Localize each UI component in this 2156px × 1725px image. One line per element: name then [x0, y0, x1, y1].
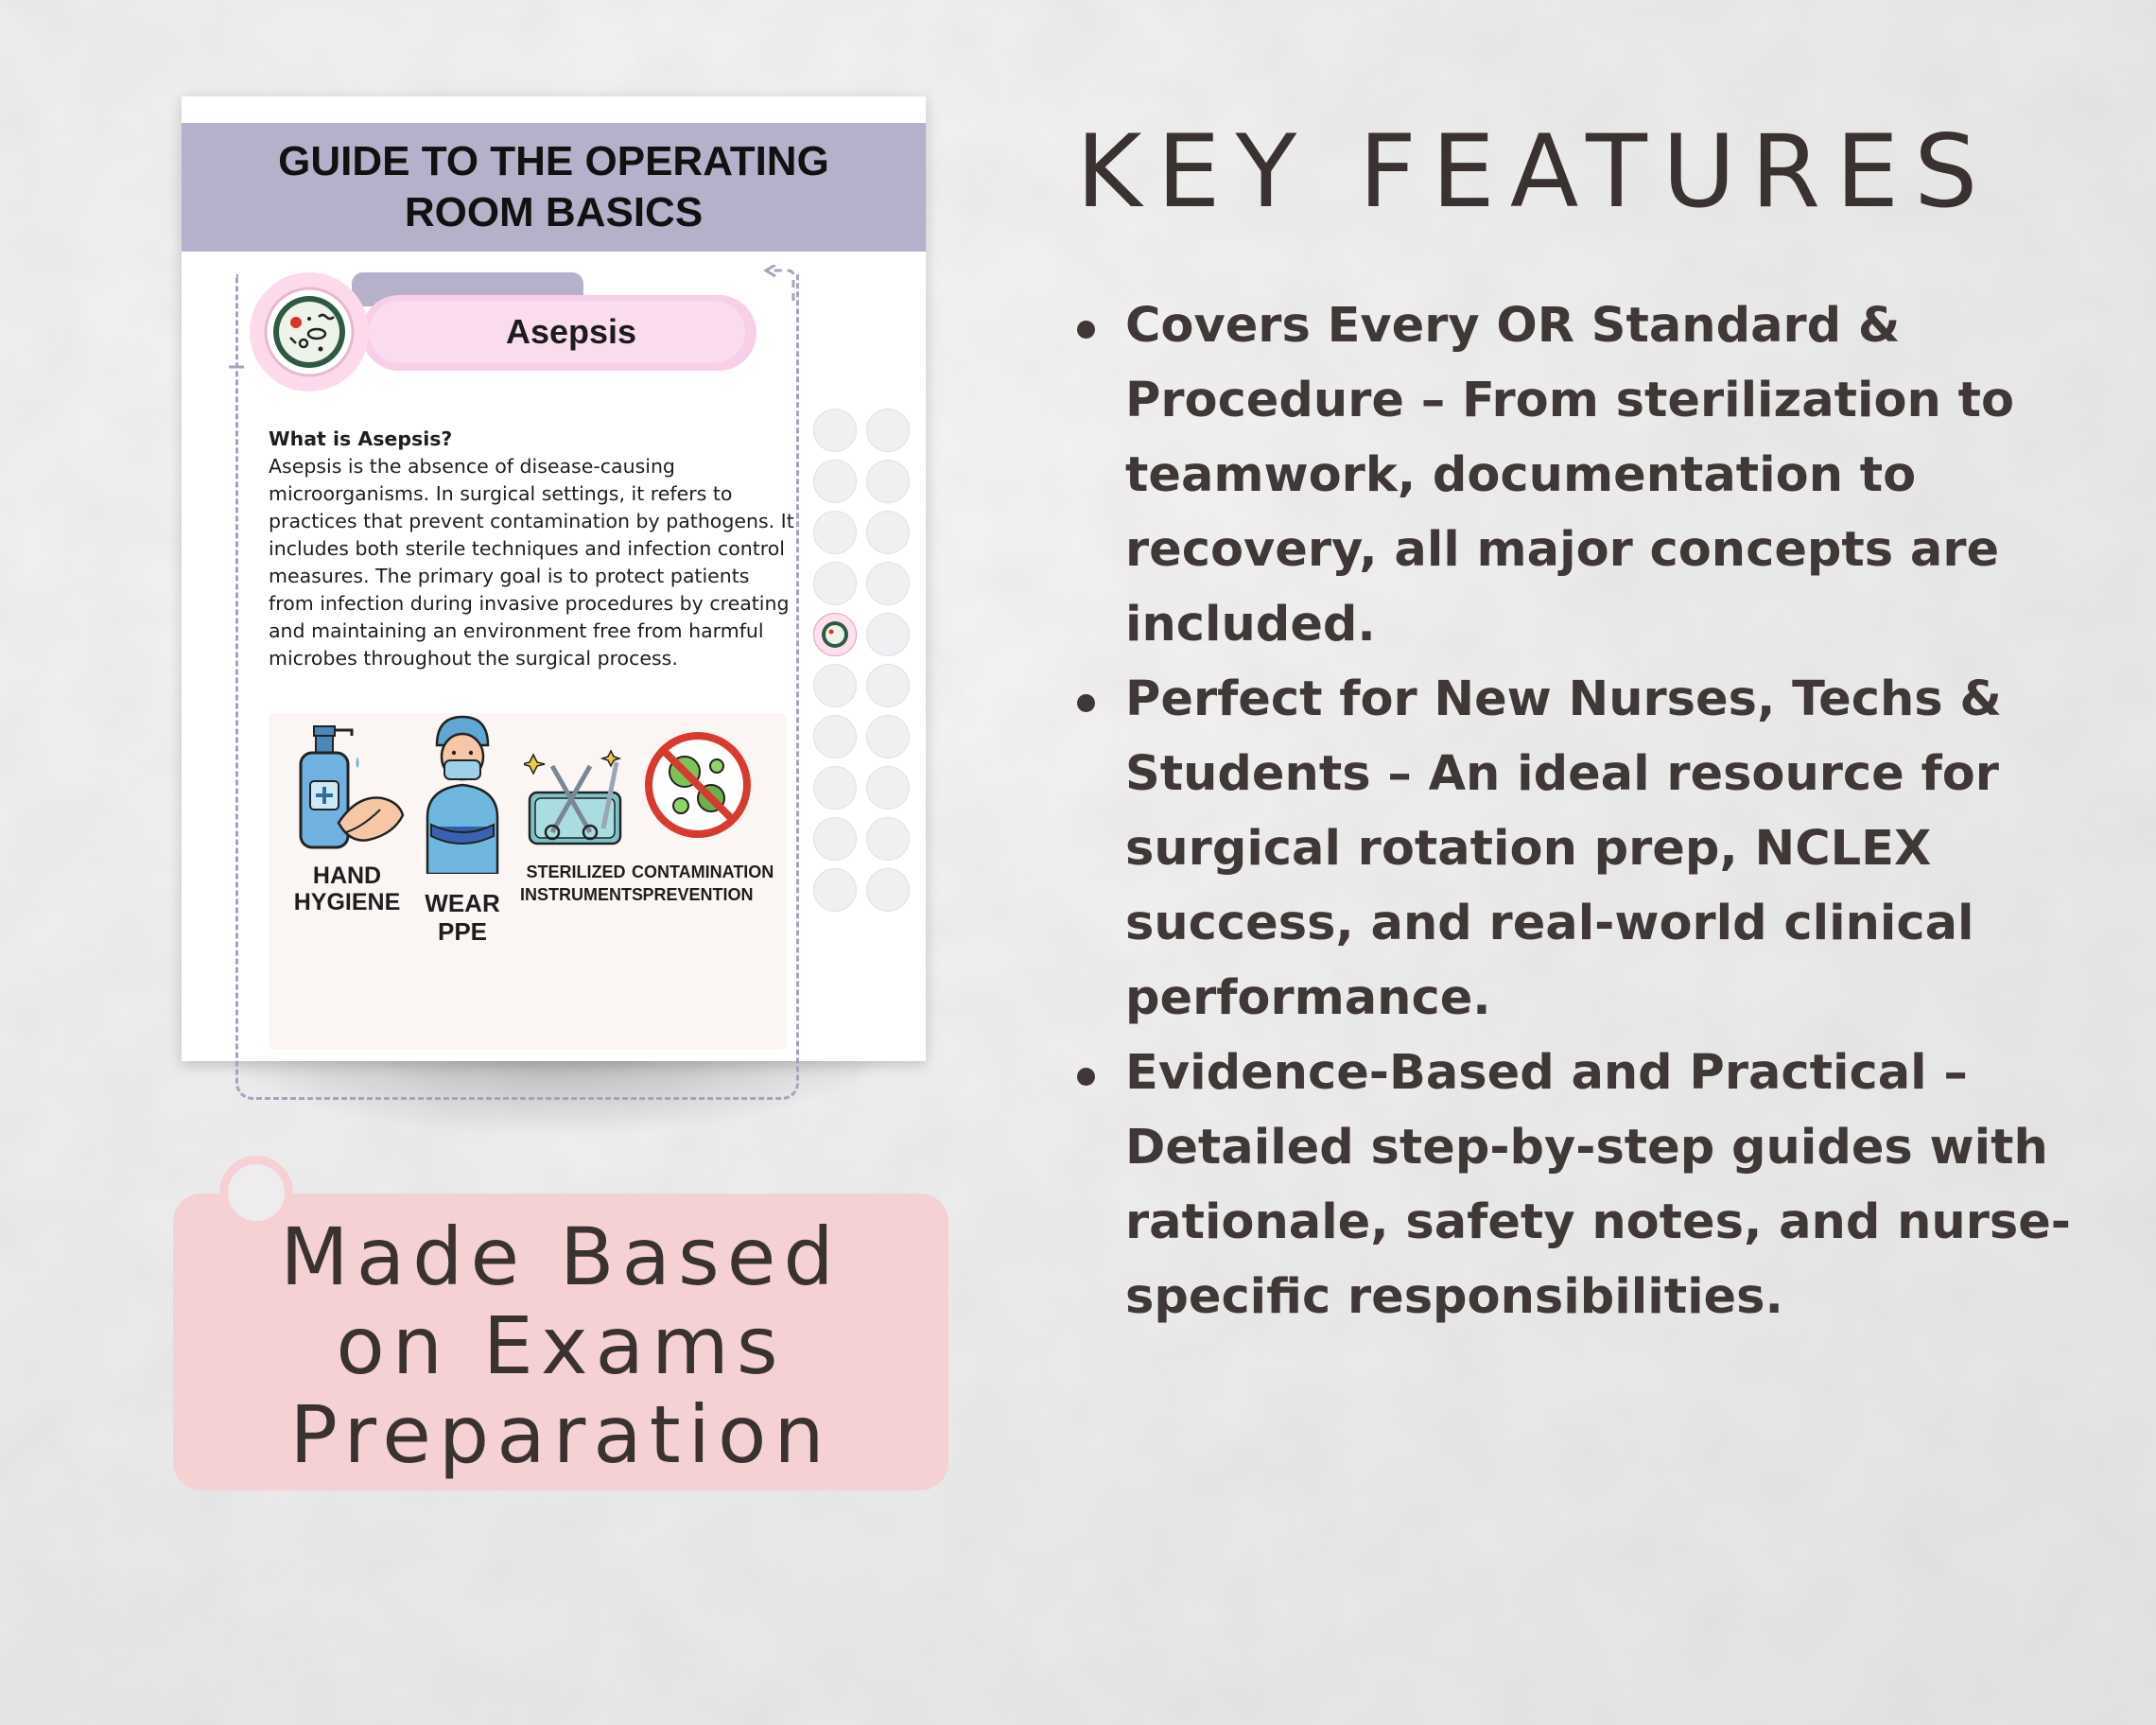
feature-item — [1073, 662, 2132, 1036]
no-germs-icon — [643, 730, 753, 840]
side-icon — [866, 613, 910, 656]
document-title: GUIDE TO THE OPERATING ROOM BASICS — [278, 138, 829, 235]
side-icon — [813, 868, 857, 912]
feature-text: Perfect for New Nurses, Techs & Students – An ideal resource for surgical rotation prep, NCLEX success, and real-world clinical performance. — [1125, 671, 2002, 1026]
side-icon — [866, 511, 910, 554]
tag-line: Preparation — [289, 1388, 832, 1481]
side-icon — [866, 817, 910, 861]
illustration-panel — [269, 713, 787, 1050]
illustration-label: HAND HYGIENE — [293, 862, 401, 915]
illustration-label: STERILIZED INSTRUMENTS — [520, 862, 643, 904]
illustration-label: CONTAMINATION PREVENTION — [632, 862, 774, 904]
document-mockup — [182, 96, 926, 1061]
side-icon — [866, 409, 910, 452]
body-paragraph: Asepsis is the absence of disease-causing microorganisms. In surgical settings, it refers to practices that prevent contamination by pathogens. It includes both sterile techniques and infection control measures. The primary goal is to protect patients from infection during invasive procedures by creating and maintaining an environment free from harmful microbes throughout the surgical process. — [269, 455, 794, 670]
side-icon — [813, 715, 857, 758]
side-icon — [813, 511, 857, 554]
hand-sanitizer-icon — [287, 719, 410, 861]
tag-line: on Exams — [336, 1299, 786, 1392]
side-icon — [866, 715, 910, 758]
tag-line: Made Based — [280, 1211, 842, 1303]
nurse-icon — [410, 713, 514, 874]
side-icon — [813, 460, 857, 503]
side-icon — [866, 562, 910, 605]
frame-corner-icon — [227, 363, 246, 382]
body-text — [269, 426, 798, 672]
document-header — [182, 123, 926, 252]
instrument-tray-icon — [524, 747, 628, 851]
side-icon — [866, 664, 910, 707]
bullet-icon — [1077, 321, 1095, 339]
bullet-icon — [1077, 694, 1095, 712]
microbe-icon — [262, 285, 356, 379]
side-icon — [866, 460, 910, 503]
key-features-title: KEY FEATURES — [1076, 113, 1993, 230]
feature-item — [1073, 288, 2132, 662]
body-question: What is Asepsis? — [269, 427, 453, 450]
side-icon — [866, 766, 910, 810]
arrow-icon — [749, 265, 806, 303]
side-icon — [866, 868, 910, 912]
feature-list — [1073, 288, 2132, 1334]
feature-item — [1073, 1036, 2132, 1334]
section-label: Asepsis — [505, 312, 637, 351]
side-icon — [813, 409, 857, 452]
side-icon — [813, 664, 857, 707]
bullet-icon — [1077, 1068, 1095, 1086]
feature-text: Covers Every OR Standard & Procedure – From sterilization to teamwork, documentation to recovery, all major concepts are included. — [1125, 298, 2015, 653]
exam-prep-text — [173, 1212, 948, 1479]
side-icon-active — [813, 613, 857, 656]
side-icon — [813, 766, 857, 810]
section-pill-inner — [369, 301, 745, 363]
side-icon — [813, 562, 857, 605]
section-badge — [250, 272, 369, 392]
feature-text: Evidence-Based and Practical – Detailed step-by-step guides with rationale, safety notes, and nurse-specific responsibilities. — [1125, 1045, 2071, 1325]
side-icon — [813, 817, 857, 861]
illustration-label: WEAR PPE — [425, 889, 500, 946]
